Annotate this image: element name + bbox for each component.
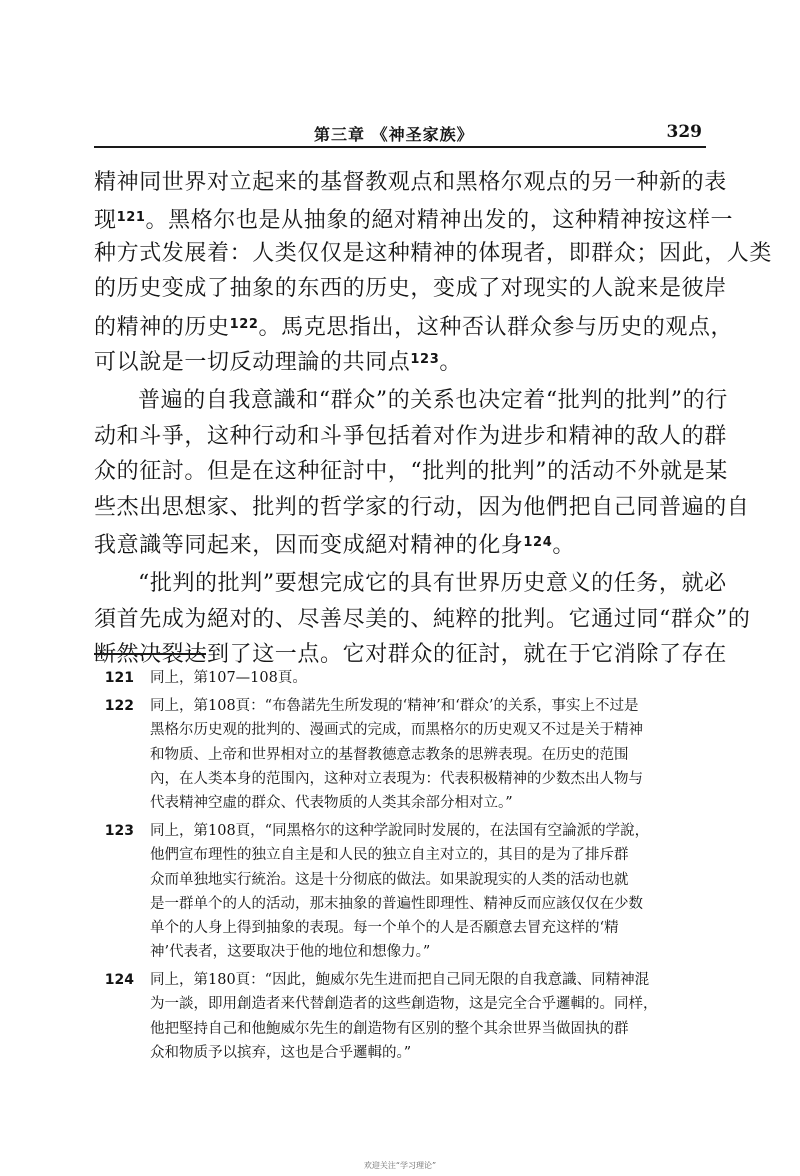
paragraph-1 [94,165,773,377]
text-line: 須首先成为絕对的、尽善尽美的、純粹的批判。它通过同“群众”的 [94,606,751,632]
footnote-line: 是一群单个的人的活动，那末抽象的普遍性即理性、精神反而应該仅仅在少数 [150,895,643,912]
footnote-number: 122 [104,698,134,715]
paragraph-3 [94,566,751,672]
footnote-line: 神’代表者，这要取决于他的地位和想像力。” [150,944,431,961]
footnote [94,666,714,690]
text-line: 的历史变成了抽象的东西的历史，变成了对现实的人說来是彼岸 [94,276,727,302]
footer-watermark-note: 欢迎关注“学习理论” [363,1161,437,1170]
text-line: 种方式发展着：人类仅仅是这种精神的体現者，即群众；因此，人类 [94,240,773,266]
footnote-ref[interactable]: 124 [523,534,553,550]
footnote-line: 众和物质予以摈弃，这也是合乎邏輯的。” [150,1044,412,1061]
footnote [94,819,714,964]
footnote-ref[interactable]: 123 [410,351,440,367]
footnote-line: 单个的人身上得到抽象的表現。每一个单个的人是否願意去冒充这样的‘精 [150,919,619,936]
footnote-line: 同上，第108頁，“同黑格尔的这种学說同时发展的，在法国有空論派的学說， [150,823,650,840]
footnote-line: 众而单独地实行統治。这是十分彻底的做法。如果說現实的人类的活动也就 [150,871,629,888]
footnote [94,694,714,815]
text-line: 断然决裂达到了这一点。它对群众的征討，就在于它消除了存在 [94,642,727,668]
footnote-number: 121 [104,670,134,686]
footnote-line: 內，在人类本身的范围內，这种对立表現为：代表积极精神的少数杰出人物与 [150,770,643,787]
main-text [94,165,773,678]
footnote-number: 124 [104,972,134,989]
text-line: 动和斗爭，这种行动和斗爭包括着对作为进步和精神的敌人的群 [94,423,727,449]
footnote-divider [94,653,206,655]
text-line: 可以說是一切反动理論的共同点$^{123}$。 [94,349,462,375]
footnote-line: 代表精神空虛的群众、代表物质的人类其余部分相对立。” [150,794,513,811]
footnote-line: 同上，第108頁：“布魯諾先生所发現的‘精神’和‘群众’的关系，事实上不过是 [150,698,639,715]
text-line: 众的征討。但是在这种征討中，“批判的批判”的活动不外就是某 [94,459,728,485]
chapter-title: 第三章 《神圣家族》 [314,125,474,144]
footnote-line: 他把堅持自己和他鮑威尔先生的創造物有区别的整个其余世界当做固执的群 [150,1020,629,1037]
footnote-line: 为一談，即用創造者来代替創造者的这些創造物，这是完全合乎邏輯的。同样， [150,996,658,1013]
footnote-ref[interactable]: 122 [229,316,259,332]
text-line: “批判的批判”要想完成它的具有世界历史意义的任务，就必 [138,571,727,597]
text-line: 现$^{121}$。黑格尔也是从抽象的絕对精神出发的，这种精神按这样一 [94,208,734,234]
text-line: 的精神的历史$^{122}$。馬克思指出，这种否认群众参与历史的观点， [94,314,734,340]
footnote [94,968,714,1065]
footnote-line: 和物质、上帝和世界相对立的基督教德意志教条的思辨表現。在历史的范围 [150,746,629,763]
running-header [94,122,706,148]
footnotes [94,666,714,1069]
footnote-line: 同上，第107—108頁。 [150,670,307,686]
footnote-number: 123 [104,823,134,840]
text-line: 精神同世界对立起来的基督教观点和黑格尔观点的另一种新的表 [94,170,727,195]
footnote-line: 同上，第180頁：“因此，鮑威尔先生进而把自己同无限的自我意識、同精神混 [150,972,650,989]
text-line: 些杰出思想家、批判的哲学家的行动，因为他們把自己同普遍的自 [94,494,750,520]
paragraph-2 [94,383,750,560]
footnote-line: 他們宣布理性的独立自主是和人民的独立自主对立的，其目的是为了排斥群 [150,847,629,864]
footnote-line: 黑格尔历史观的批判的、漫画式的完成，而黑格尔的历史观又不过是关于精神 [150,722,643,739]
footnote-ref[interactable]: 121 [116,210,146,226]
page-number: 329 [666,122,702,142]
text-line: 我意識等同起来，因而变成絕对精神的化身$^{124}$。 [94,532,575,558]
text-line: 普遍的自我意識和“群众”的关系也决定着“批判的批判”的行 [138,388,728,414]
